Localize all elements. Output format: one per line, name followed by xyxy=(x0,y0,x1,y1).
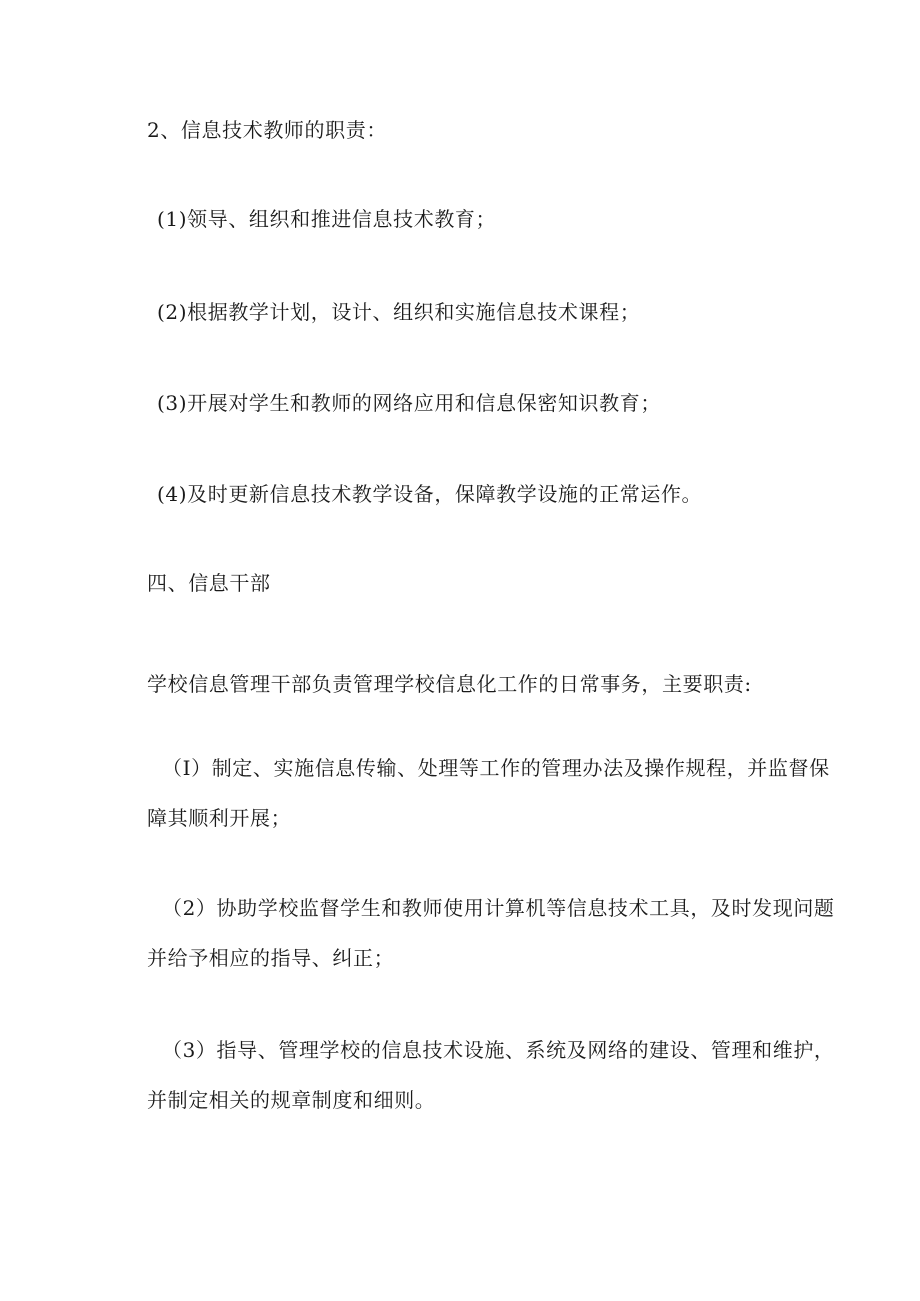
cadre-duty-line: （2）协助学校监督学生和教师使用计算机等信息技术工具，及时发现问题 xyxy=(162,896,835,920)
teacher-duty-item: (3)开展对学生和教师的网络应用和信息保密知识教育； xyxy=(157,391,661,415)
cadre-duty-continuation: 并给予相应的指导、纠正； xyxy=(147,946,395,970)
section-title-info-cadre: 四、信息干部 xyxy=(147,571,271,595)
teacher-duty-item: (1)领导、组织和推进信息技术教育； xyxy=(157,207,497,231)
heading-teacher-duties: 2、信息技术教师的职责： xyxy=(147,118,387,142)
cadre-duty-continuation: 并制定相关的规章制度和细则。 xyxy=(147,1088,436,1112)
section-intro: 学校信息管理干部负责管理学校信息化工作的日常事务，主要职责: xyxy=(147,672,752,696)
cadre-duty-continuation: 障其顺利开展； xyxy=(147,806,292,830)
cadre-duty-line: （3）指导、管理学校的信息技术设施、系统及网络的建设、管理和维护， xyxy=(162,1038,835,1062)
teacher-duty-item: (4)及时更新信息技术教学设备，保障教学设施的正常运作。 xyxy=(157,482,703,506)
teacher-duty-item: (2)根据教学计划，设计、组织和实施信息技术课程； xyxy=(157,300,641,324)
cadre-duty-line: （I）制定、实施信息传输、处理等工作的管理办法及操作规程，并监督保 xyxy=(162,756,830,780)
